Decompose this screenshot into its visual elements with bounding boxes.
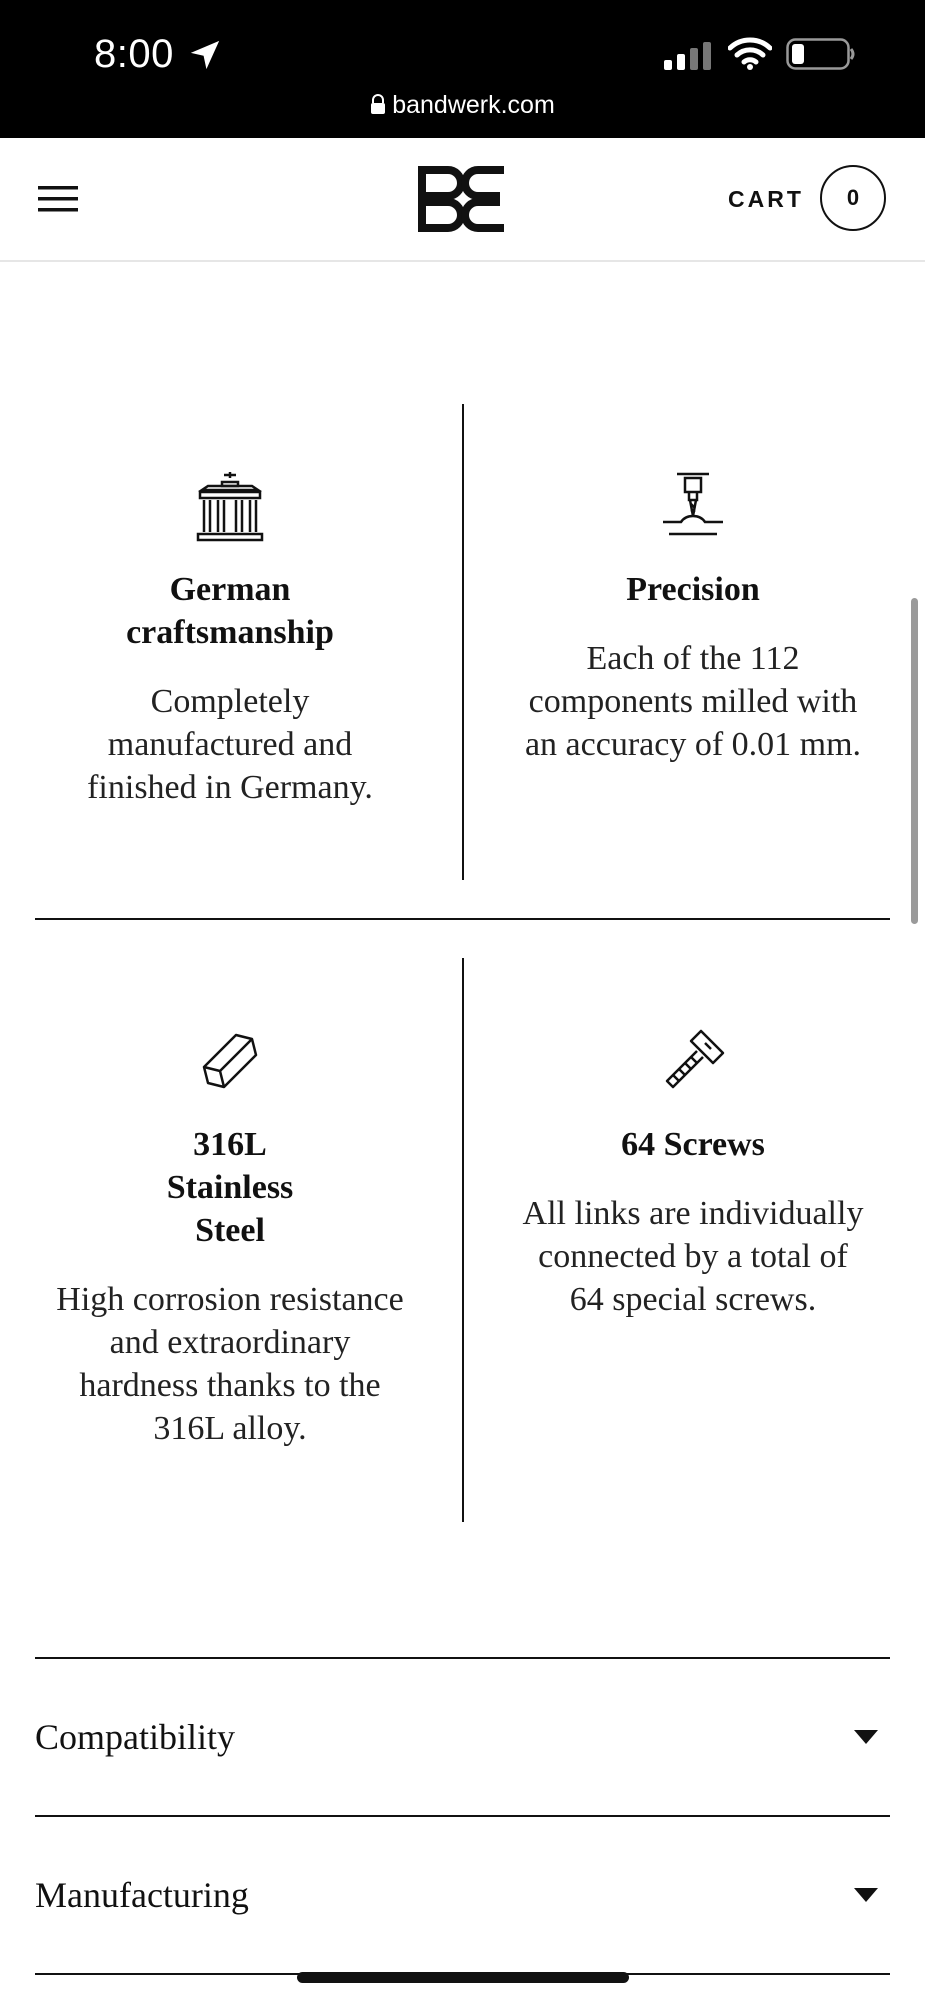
home-indicator[interactable] [297, 1972, 629, 1983]
feature-title-line: 64 Screws [621, 1126, 765, 1163]
accordion-compatibility[interactable] [35, 1659, 890, 1815]
horizontal-divider-middle [35, 918, 890, 920]
feature-text-line: Each of the 112 [586, 640, 800, 677]
url-text: bandwerk.com [392, 91, 555, 119]
feature-description [483, 1192, 903, 1321]
feature-text-line: All links are individually [522, 1195, 864, 1232]
accordion-label[interactable]: Compatibility [35, 1717, 236, 1757]
bandwerk-logo[interactable] [418, 166, 508, 232]
vertical-divider-top [462, 404, 464, 880]
feature-title-line: craftsmanship [126, 614, 334, 651]
feature-description [20, 1278, 440, 1450]
vertical-divider-bottom [462, 958, 464, 1522]
feature-screws [483, 1025, 903, 1321]
feature-title [483, 1123, 903, 1166]
feature-text-line: finished in Germany. [87, 769, 373, 806]
feature-description [20, 680, 440, 809]
feature-text-line: 64 special screws. [569, 1281, 817, 1318]
brandenburg-gate-icon [194, 470, 266, 542]
cart-label[interactable]: CART [728, 186, 804, 212]
feature-description [483, 637, 903, 766]
battery-icon [786, 38, 856, 70]
site-header [0, 138, 925, 262]
feature-title-line: Steel [195, 1212, 265, 1249]
status-time: 8:00 [94, 32, 174, 76]
feature-text-line: and extraordinary [109, 1324, 351, 1361]
accordion-label[interactable]: Manufacturing [35, 1875, 249, 1915]
feature-title-line: 316L [193, 1126, 267, 1163]
feature-text-line: 316L alloy. [153, 1410, 307, 1447]
accordion-manufacturing[interactable] [35, 1817, 890, 1973]
feature-precision [483, 470, 903, 766]
feature-german-craftsmanship [20, 470, 440, 809]
hamburger-menu-icon[interactable] [38, 183, 82, 215]
feature-stainless-steel [20, 1025, 440, 1450]
feature-text-line: an accuracy of 0.01 mm. [524, 726, 862, 763]
caret-down-icon[interactable] [854, 1730, 878, 1744]
feature-title-line: Stainless [166, 1169, 294, 1206]
screw-icon [657, 1025, 729, 1097]
feature-text-line: Completely [150, 683, 310, 720]
steel-bar-icon [194, 1025, 266, 1097]
wifi-icon [728, 36, 772, 70]
feature-text-line: hardness thanks to the [79, 1367, 381, 1404]
milling-machine-icon [657, 470, 729, 542]
status-bar [0, 0, 925, 138]
feature-text-line: High corrosion resistance [56, 1281, 404, 1318]
cart-count-badge[interactable]: 0 [820, 165, 886, 231]
signal-icon [664, 42, 714, 70]
lock-icon [370, 93, 386, 115]
location-arrow-icon [188, 38, 222, 72]
feature-title-line: Precision [626, 571, 760, 608]
feature-title-line: German [169, 571, 291, 608]
caret-down-icon[interactable] [854, 1888, 878, 1902]
feature-title [20, 1123, 440, 1252]
feature-title [20, 568, 440, 654]
feature-text-line: connected by a total of [538, 1238, 848, 1275]
address-bar[interactable] [0, 88, 925, 122]
feature-text-line: components milled with [528, 683, 858, 720]
feature-title [483, 568, 903, 611]
scrollbar-thumb[interactable] [911, 598, 918, 924]
feature-text-line: manufactured and [107, 726, 353, 763]
